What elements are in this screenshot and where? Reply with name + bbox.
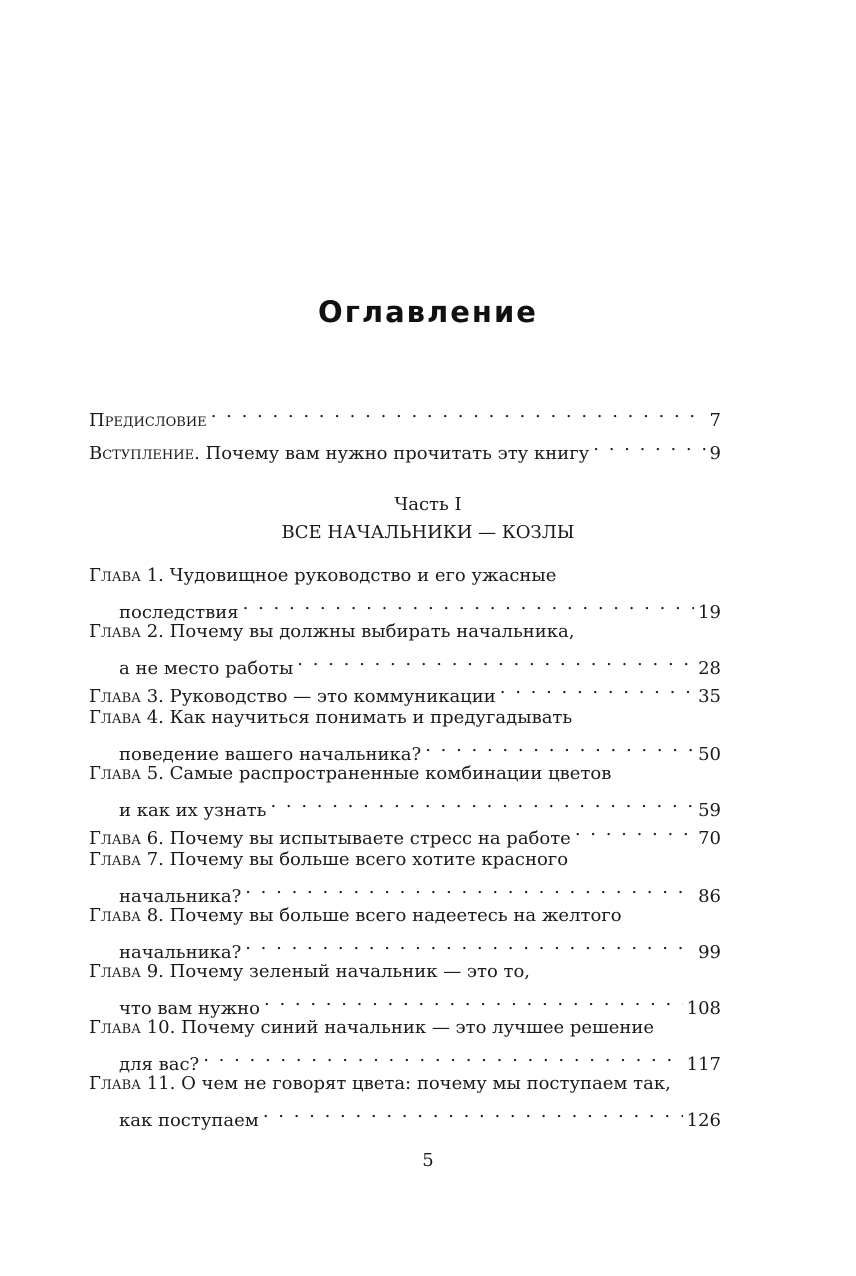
chapter-page: 108	[686, 998, 721, 1019]
toc-entry-page: 7	[709, 410, 721, 431]
toc-entry-chapter-8[interactable]	[89, 902, 721, 963]
chapter-page: 28	[698, 658, 721, 679]
chapter-page: 86	[698, 886, 721, 907]
chapter-prefix: Глава 11.	[89, 1073, 176, 1094]
chapter-prefix: Глава 2.	[89, 621, 164, 642]
page-title: Оглавление	[318, 295, 538, 329]
chapter-page: 19	[698, 602, 721, 623]
chapter-title: Почему вы должны выбирать начальника,	[163, 621, 575, 642]
toc-entry-chapter-5[interactable]	[89, 760, 721, 821]
toc-entry-subtitle: . Почему вам нужно прочитать эту книгу	[194, 443, 590, 464]
chapter-title: Почему синий начальник — это лучшее решение	[175, 1017, 655, 1038]
page-number: 5	[422, 1150, 434, 1171]
chapter-title-cont: что вам нужно	[119, 998, 260, 1019]
part-label: Часть I	[394, 494, 462, 515]
toc-entry-introduction[interactable]	[89, 431, 721, 464]
leader-dots	[297, 646, 694, 674]
chapter-prefix: Глава 3.	[89, 686, 164, 707]
leader-dots	[211, 398, 706, 426]
chapter-title: О чем не говорят цвета: почему мы поступаем так,	[175, 1073, 671, 1094]
chapter-prefix: Глава 9.	[89, 961, 164, 982]
chapter-title-cont: как поступаем	[119, 1110, 259, 1131]
chapter-page: 59	[698, 800, 721, 821]
chapter-page: 50	[698, 744, 721, 765]
leader-dots	[593, 431, 705, 459]
toc-entry-chapter-4[interactable]	[89, 704, 721, 765]
toc-entry-preface[interactable]	[89, 398, 721, 431]
chapter-page: 126	[686, 1110, 721, 1131]
toc-entry-chapter-9[interactable]	[89, 958, 721, 1019]
toc-entry-chapter-7[interactable]	[89, 846, 721, 907]
leader-dots	[203, 1042, 682, 1070]
chapter-title: Почему зеленый начальник — это то,	[163, 961, 531, 982]
part-title: ВСЕ НАЧАЛЬНИКИ — КОЗЛЫ	[281, 522, 575, 543]
chapter-prefix: Глава 4.	[89, 707, 164, 728]
toc-entry-chapter-11[interactable]	[89, 1070, 721, 1131]
chapter-title: Почему вы больше всего хотите красного	[163, 849, 569, 870]
leader-dots	[263, 1098, 683, 1126]
chapter-title-cont: для вас?	[119, 1054, 200, 1075]
chapter-page: 99	[698, 942, 721, 963]
chapter-page: 35	[698, 686, 721, 707]
leader-dots	[270, 788, 694, 816]
chapter-title-cont: начальника?	[119, 886, 242, 907]
chapter-page: 117	[686, 1054, 721, 1075]
toc-entry-chapter-3[interactable]	[89, 674, 721, 707]
chapter-page: 70	[698, 828, 721, 849]
leader-dots	[264, 986, 683, 1014]
chapter-title: Почему вы испытываете стресс на работе	[163, 828, 571, 849]
leader-dots	[500, 674, 694, 702]
leader-dots	[575, 816, 694, 844]
chapter-title: Как научиться понимать и предугадывать	[163, 707, 573, 728]
chapter-title: Почему вы больше всего надеетесь на желтого	[163, 905, 622, 926]
chapter-title: Чудовищное руководство и его ужасные	[163, 565, 557, 586]
chapter-prefix: Глава 8.	[89, 905, 164, 926]
chapter-title: Самые распространенные комбинации цветов	[163, 763, 612, 784]
chapter-prefix: Глава 5.	[89, 763, 164, 784]
toc-entry-chapter-6[interactable]	[89, 816, 721, 849]
leader-dots	[425, 732, 694, 760]
chapter-title-cont: а не место работы	[119, 658, 294, 679]
toc-entry-page: 9	[709, 443, 721, 464]
chapter-title-cont: начальника?	[119, 942, 242, 963]
leader-dots	[245, 930, 694, 958]
chapter-prefix: Глава 10.	[89, 1017, 176, 1038]
leader-dots	[243, 590, 694, 618]
leader-dots	[245, 874, 694, 902]
toc-entry-chapter-2[interactable]	[89, 618, 721, 679]
chapter-prefix: Глава 7.	[89, 849, 164, 870]
chapter-title-cont: поведение вашего начальника?	[119, 744, 422, 765]
toc-entry-chapter-1[interactable]	[89, 562, 721, 623]
chapter-prefix: Глава 6.	[89, 828, 164, 849]
toc-entry-label: Предисловие	[89, 410, 207, 431]
chapter-title: Руководство — это коммуникации	[163, 686, 496, 707]
toc-entry-label: Вступление	[89, 443, 195, 464]
chapter-title-cont: и как их узнать	[119, 800, 267, 821]
chapter-title-cont: последствия	[119, 602, 239, 623]
chapter-prefix: Глава 1.	[89, 565, 164, 586]
toc-entry-chapter-10[interactable]	[89, 1014, 721, 1075]
